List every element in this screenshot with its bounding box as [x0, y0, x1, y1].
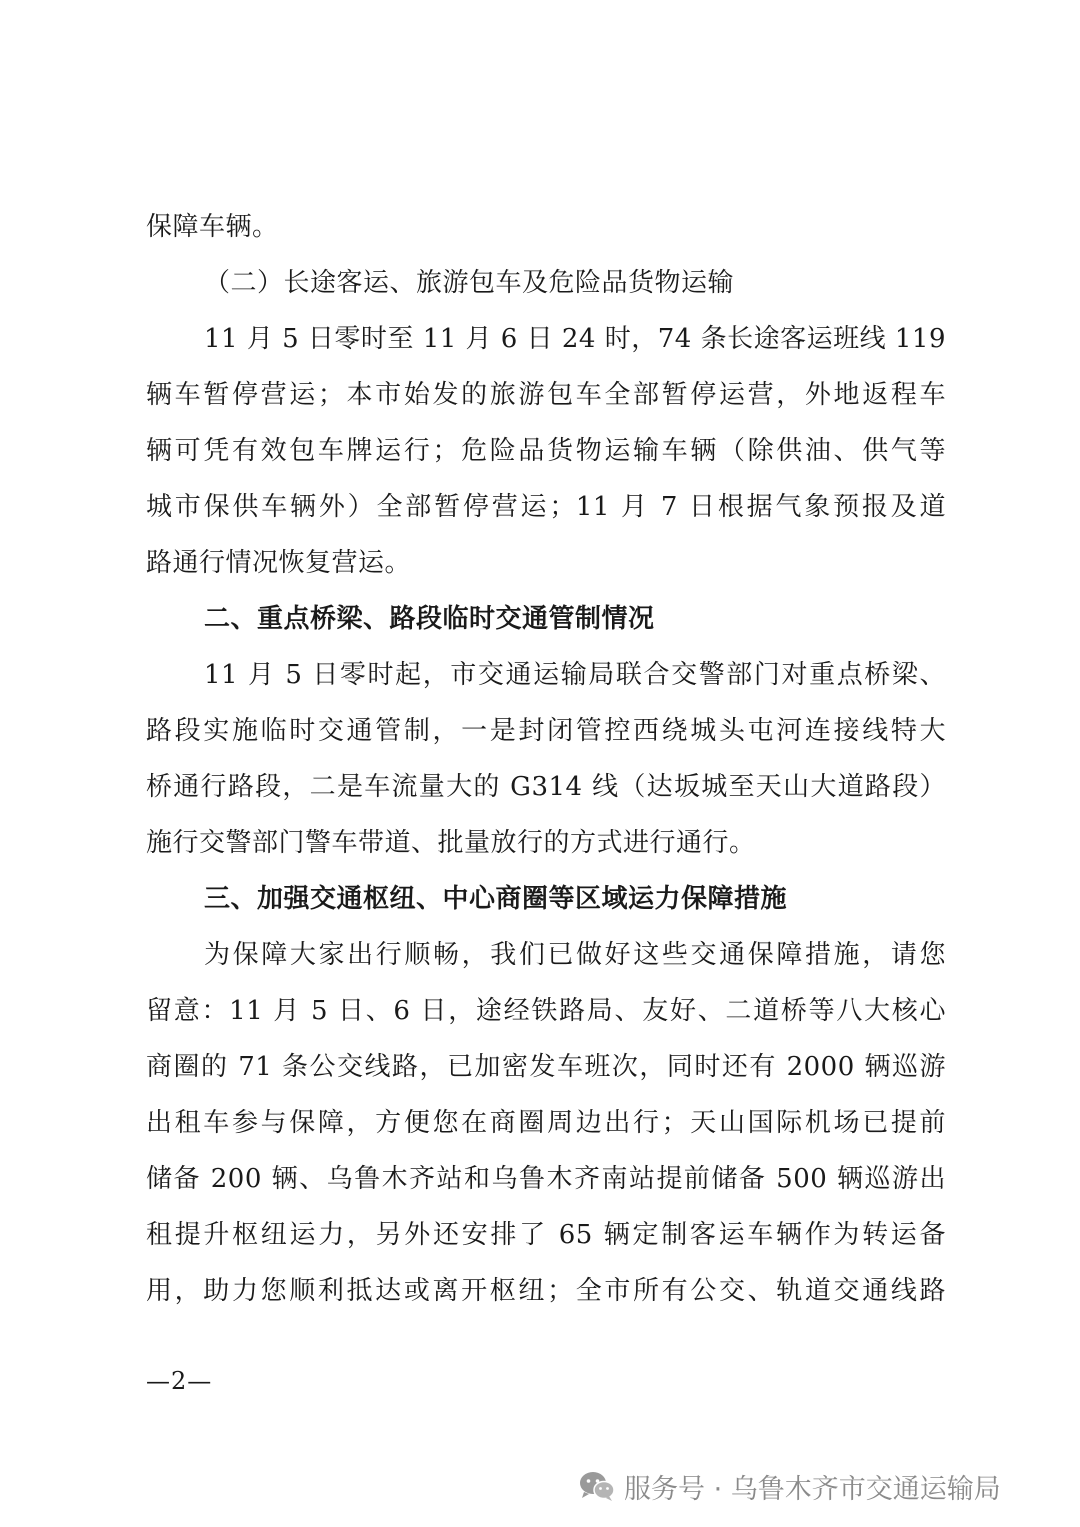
section-heading: 三、加强交通枢纽、中心商圈等区域运力保障措施	[204, 884, 788, 914]
body-line: 租提升枢纽运力，另外还安排了 65 辆定制客运车辆作为转运备	[146, 1220, 946, 1250]
page-number: —2—	[146, 1367, 213, 1395]
body-line: 11 月 5 日零时至 11 月 6 日 24 时，74 条长途客运班线 119	[204, 324, 946, 354]
body-line: 辆车暂停营运；本市始发的旅游包车全部暂停运营，外地返程车	[146, 380, 946, 410]
body-line: 留意：11 月 5 日、6 日，途经铁路局、友好、二道桥等八大核心	[146, 996, 946, 1026]
body-line: 出租车参与保障，方便您在商圈周边出行；天山国际机场已提前	[146, 1108, 946, 1138]
watermark-text: 服务号 · 乌鲁木齐市交通运输局	[624, 1473, 1001, 1505]
source-watermark	[578, 1466, 1001, 1506]
body-line: 辆可凭有效包车牌运行；危险品货物运输车辆（除供油、供气等	[146, 436, 946, 466]
body-line: 用，助力您顺利抵达或离开枢纽；全市所有公交、轨道交通线路	[146, 1276, 946, 1306]
body-line: 保障车辆。	[146, 212, 279, 242]
body-line: 路段实施临时交通管制，一是封闭管控西绕城头屯河连接线特大	[146, 716, 946, 746]
section-subheading: （二）长途客运、旅游包车及危险品货物运输	[204, 268, 735, 298]
body-line: 商圈的 71 条公交线路，已加密发车班次，同时还有 2000 辆巡游	[146, 1052, 946, 1082]
body-line: 施行交警部门警车带道、批量放行的方式进行通行。	[146, 828, 756, 858]
body-line: 路通行情况恢复营运。	[146, 548, 412, 578]
body-line: 为保障大家出行顺畅，我们已做好这些交通保障措施，请您	[204, 940, 946, 970]
section-heading: 二、重点桥梁、路段临时交通管制情况	[204, 604, 655, 634]
wechat-icon	[578, 1470, 616, 1502]
body-line: 储备 200 辆、乌鲁木齐站和乌鲁木齐南站提前储备 500 辆巡游出	[146, 1164, 946, 1194]
body-line: 桥通行路段，二是车流量大的 G314 线（达坂城至天山大道路段）	[146, 772, 946, 802]
body-line: 11 月 5 日零时起，市交通运输局联合交警部门对重点桥梁、	[204, 660, 946, 690]
body-line: 城市保供车辆外）全部暂停营运；11 月 7 日根据气象预报及道	[146, 492, 946, 522]
